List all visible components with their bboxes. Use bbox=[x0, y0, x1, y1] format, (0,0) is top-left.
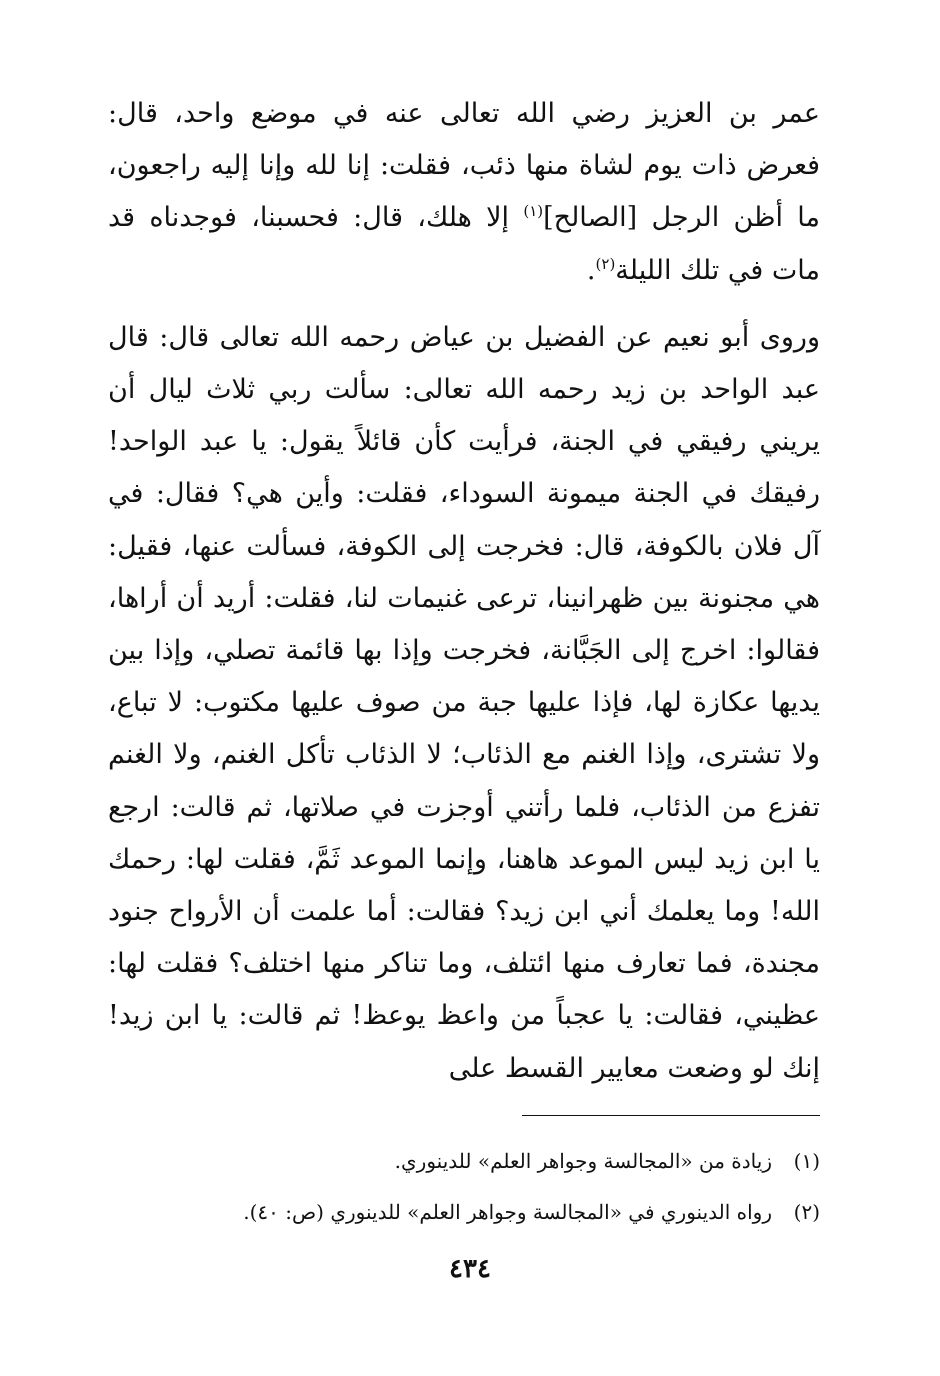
footnote-divider bbox=[522, 1115, 820, 1116]
footnote-text: زيادة من «المجالسة وجواهر العلم» للدينوري. bbox=[394, 1149, 772, 1173]
footnote-ref-2: (٢) bbox=[595, 254, 616, 273]
paragraph-1-text-a: عمر بن العزيز رضي الله تعالى عنه في موضع واحد، قال: فعرض ذات يوم لشاة منها ذئب، فقلت: إنا لله وإنا إليه راجعون، ما أظن الرجل [الصالح] bbox=[108, 98, 820, 234]
paragraph-1-text-b: إلا هلك، قال: فحسبنا، فوجدناه قد مات في تلك الليلة bbox=[108, 202, 820, 286]
footnotes bbox=[108, 1136, 820, 1238]
page-number: ٤٣٤ bbox=[449, 1254, 491, 1284]
paragraph-2: وروى أبو نعيم عن الفضيل بن عياض رحمه الله تعالى قال: قال عبد الواحد بن زيد رحمه الله تعالى: سألت ربي ثلاث ليال أن يريني رفيقي في الجنة، فرأيت كأن قائلاً يقول: يا عبد الواحد! رفيقك في الجنة ميمونة السوداء، فقلت: وأين هي؟ فقال: في آل فلان بالكوفة، قال: فخرجت إلى الكوفة، فسألت عنها، فقيل: هي مجنونة بين ظهرانينا، ترعى غنيمات لنا، فقلت: أريد أن أراها، فقالوا: اخرج إلى الجَبَّانة، فخرجت وإذا بها قائمة تصلي، وإذا بين يديها عكازة لها، فإذا عليها جبة من صوف عليها مكتوب: لا تباع، ولا تشترى، وإذا الغنم مع الذئاب؛ لا الذئاب تأكل الغنم، ولا الغنم تفزع من الذئاب، فلما رأتني أوجزت في صلاتها، ثم قالت: ارجع يا ابن زيد ليس الموعد هاهنا، وإنما الموعد ثَمَّ، فقلت لها: رحمك الله! وما يعلمك أني ابن زيد؟ فقالت: أما علمت أن الأرواح جنود مجندة، فما تعارف منها ائتلف، وما تناكر منها اختلف؟ فقلت لها: عظيني، فقالت: يا عجباً من واعظ يوعظ! ثم قالت: يا ابن زيد! إنك لو وضعت معايير القسط على bbox=[108, 321, 820, 1084]
footnote-text: رواه الدينوري في «المجالسة وجواهر العلم» للدينوري (ص: ٤٠). bbox=[243, 1200, 772, 1224]
footnote-1 bbox=[108, 1136, 820, 1187]
paragraph-1 bbox=[108, 88, 820, 297]
footnote-2 bbox=[108, 1187, 820, 1238]
footnote-number: (١) bbox=[793, 1149, 820, 1173]
footnote-number: (٢) bbox=[793, 1200, 820, 1224]
footnote-ref-1: (١) bbox=[523, 202, 544, 221]
paragraph-1-text-c: . bbox=[586, 254, 596, 286]
main-text bbox=[108, 88, 820, 1095]
